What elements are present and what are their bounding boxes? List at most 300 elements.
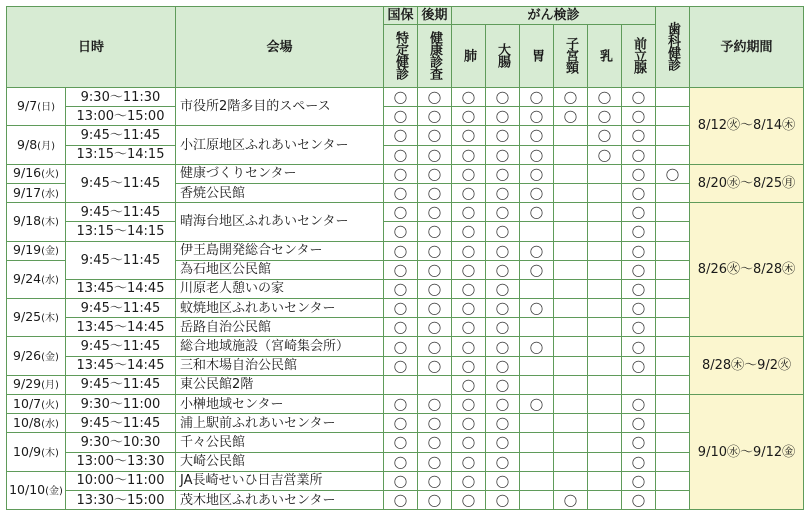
time-cell: 9:45～11:45 xyxy=(66,164,176,202)
venue-cell: 岳路自治公民館 xyxy=(176,318,384,337)
available-mark: ◯ xyxy=(622,337,656,356)
table-row xyxy=(7,145,804,164)
available-mark: ◯ xyxy=(384,299,418,318)
available-mark: ◯ xyxy=(554,107,588,126)
empty-cell xyxy=(554,164,588,183)
empty-cell xyxy=(588,375,622,394)
empty-cell xyxy=(656,299,690,318)
empty-cell xyxy=(588,337,622,356)
empty-cell xyxy=(554,356,588,375)
table-row xyxy=(7,395,804,414)
venue-cell: 晴海台地区ふれあいセンター xyxy=(176,203,384,241)
health-checkup-schedule-table xyxy=(6,6,804,510)
date-weekday: 月 xyxy=(45,380,56,392)
available-mark: ◯ xyxy=(486,260,520,279)
empty-cell xyxy=(520,356,554,375)
exam-label: 特定健診 xyxy=(393,30,408,79)
available-mark: ◯ xyxy=(452,356,486,375)
time-cell: 13:00～13:30 xyxy=(66,452,176,471)
reservation-period-cell: 8/20㊌～8/25㊊ xyxy=(690,164,804,202)
available-mark: ◯ xyxy=(384,126,418,145)
exam-header xyxy=(520,25,554,88)
empty-cell xyxy=(588,203,622,222)
exam-header xyxy=(622,25,656,88)
date-cell xyxy=(7,88,66,126)
paren: ( xyxy=(41,217,46,229)
empty-cell xyxy=(520,471,554,490)
available-mark: ◯ xyxy=(418,414,452,433)
date-cell xyxy=(7,241,66,260)
available-mark: ◯ xyxy=(520,260,554,279)
available-mark: ◯ xyxy=(452,164,486,183)
available-mark: ◯ xyxy=(418,433,452,452)
available-mark: ◯ xyxy=(384,183,418,202)
available-mark: ◯ xyxy=(384,203,418,222)
time-cell: 9:45～11:45 xyxy=(66,203,176,222)
available-mark: ◯ xyxy=(418,490,452,509)
time-cell: 9:45～11:45 xyxy=(66,126,176,145)
available-mark: ◯ xyxy=(622,299,656,318)
available-mark: ◯ xyxy=(384,88,418,107)
table-row xyxy=(7,414,804,433)
venue-cell: 大崎公民館 xyxy=(176,452,384,471)
available-mark: ◯ xyxy=(486,164,520,183)
available-mark: ◯ xyxy=(452,433,486,452)
paren: ) xyxy=(55,351,59,363)
date-cell xyxy=(7,260,66,298)
paren: ) xyxy=(55,418,59,430)
available-mark: ◯ xyxy=(486,375,520,394)
available-mark: ◯ xyxy=(452,414,486,433)
empty-cell xyxy=(554,452,588,471)
empty-cell xyxy=(384,375,418,394)
available-mark: ◯ xyxy=(622,318,656,337)
cancer-screening-header: がん検診 xyxy=(452,7,656,25)
empty-cell xyxy=(656,395,690,414)
available-mark: ◯ xyxy=(622,183,656,202)
reservation-period-cell: 8/26㊋～8/28㊍ xyxy=(690,203,804,337)
exam-label: 肺 xyxy=(461,48,476,61)
date-cell xyxy=(7,164,66,183)
exam-header xyxy=(418,25,452,88)
available-mark: ◯ xyxy=(622,145,656,164)
available-mark: ◯ xyxy=(452,145,486,164)
available-mark: ◯ xyxy=(418,318,452,337)
available-mark: ◯ xyxy=(452,183,486,202)
available-mark: ◯ xyxy=(520,88,554,107)
available-mark: ◯ xyxy=(384,490,418,509)
available-mark: ◯ xyxy=(384,107,418,126)
time-cell: 9:30～11:30 xyxy=(66,88,176,107)
date-weekday: 木 xyxy=(45,313,56,325)
empty-cell xyxy=(656,260,690,279)
venue-header: 会場 xyxy=(176,7,384,88)
empty-cell xyxy=(520,318,554,337)
empty-cell xyxy=(656,183,690,202)
exam-header xyxy=(554,25,588,88)
empty-cell xyxy=(520,490,554,509)
paren: ) xyxy=(55,380,59,392)
empty-cell xyxy=(554,260,588,279)
available-mark: ◯ xyxy=(384,452,418,471)
empty-cell xyxy=(656,88,690,107)
available-mark: ◯ xyxy=(520,203,554,222)
available-mark: ◯ xyxy=(520,107,554,126)
available-mark: ◯ xyxy=(486,490,520,509)
empty-cell xyxy=(554,203,588,222)
venue-cell: 茂木地区ふれあいセンター xyxy=(176,490,384,509)
empty-cell xyxy=(622,375,656,394)
empty-cell xyxy=(554,183,588,202)
available-mark: ◯ xyxy=(520,241,554,260)
kokuho-header: 国保 xyxy=(384,7,418,25)
available-mark: ◯ xyxy=(622,126,656,145)
time-cell: 13:15～14:15 xyxy=(66,145,176,164)
available-mark: ◯ xyxy=(452,299,486,318)
available-mark: ◯ xyxy=(486,126,520,145)
exam-label: 健康診査 xyxy=(427,30,442,79)
date-cell xyxy=(7,183,66,202)
empty-cell xyxy=(554,299,588,318)
empty-cell xyxy=(588,490,622,509)
exam-label: 前立腺 xyxy=(631,36,646,73)
venue-cell: 浦上駅前ふれあいセンター xyxy=(176,414,384,433)
exam-label: 胃 xyxy=(529,48,544,61)
date-day: 9/18 xyxy=(13,213,42,229)
date-day: 9/19 xyxy=(13,242,42,258)
available-mark: ◯ xyxy=(486,414,520,433)
empty-cell xyxy=(656,356,690,375)
empty-cell xyxy=(588,164,622,183)
reservation-period-cell: 8/28㊍～9/2㊋ xyxy=(690,337,804,395)
date-day: 9/7 xyxy=(17,98,38,114)
date-cell xyxy=(7,299,66,337)
available-mark: ◯ xyxy=(452,318,486,337)
table-row xyxy=(7,433,804,452)
available-mark: ◯ xyxy=(622,452,656,471)
available-mark: ◯ xyxy=(418,203,452,222)
available-mark: ◯ xyxy=(452,395,486,414)
date-day: 10/8 xyxy=(13,414,42,430)
date-day: 10/7 xyxy=(13,395,42,411)
available-mark: ◯ xyxy=(622,260,656,279)
available-mark: ◯ xyxy=(452,88,486,107)
available-mark: ◯ xyxy=(418,241,452,260)
paren: ) xyxy=(59,485,63,497)
available-mark: ◯ xyxy=(622,203,656,222)
time-cell: 9:45～11:45 xyxy=(66,299,176,318)
exam-label: 大腸 xyxy=(495,42,510,67)
time-cell: 9:45～11:45 xyxy=(66,241,176,279)
venue-cell: 三和木場自治公民館 xyxy=(176,356,384,375)
paren: ( xyxy=(41,418,46,430)
reservation-period-cell: 8/12㊋～8/14㊍ xyxy=(690,88,804,165)
empty-cell xyxy=(588,318,622,337)
empty-cell xyxy=(588,452,622,471)
available-mark: ◯ xyxy=(452,260,486,279)
empty-cell xyxy=(656,433,690,452)
empty-cell xyxy=(656,471,690,490)
table-row xyxy=(7,490,804,509)
date-weekday: 火 xyxy=(45,169,56,181)
available-mark: ◯ xyxy=(384,260,418,279)
empty-cell xyxy=(656,337,690,356)
available-mark: ◯ xyxy=(418,395,452,414)
available-mark: ◯ xyxy=(486,356,520,375)
available-mark: ◯ xyxy=(622,414,656,433)
available-mark: ◯ xyxy=(520,395,554,414)
empty-cell xyxy=(554,279,588,298)
venue-cell: 伊王島開発総合センター xyxy=(176,241,384,260)
time-cell: 13:45～14:45 xyxy=(66,356,176,375)
date-weekday: 水 xyxy=(45,188,56,200)
empty-cell xyxy=(588,299,622,318)
exam-header xyxy=(452,25,486,88)
empty-cell xyxy=(588,279,622,298)
available-mark: ◯ xyxy=(486,183,520,202)
date-day: 9/24 xyxy=(13,270,42,286)
available-mark: ◯ xyxy=(622,107,656,126)
available-mark: ◯ xyxy=(384,241,418,260)
table-row xyxy=(7,471,804,490)
available-mark: ◯ xyxy=(486,279,520,298)
available-mark: ◯ xyxy=(418,107,452,126)
empty-cell xyxy=(656,375,690,394)
available-mark: ◯ xyxy=(452,222,486,241)
paren: ( xyxy=(37,140,42,152)
available-mark: ◯ xyxy=(418,88,452,107)
table-row xyxy=(7,279,804,298)
available-mark: ◯ xyxy=(486,88,520,107)
available-mark: ◯ xyxy=(418,471,452,490)
empty-cell xyxy=(520,414,554,433)
date-cell xyxy=(7,337,66,375)
available-mark: ◯ xyxy=(486,145,520,164)
available-mark: ◯ xyxy=(418,279,452,298)
time-cell: 13:15～14:15 xyxy=(66,222,176,241)
available-mark: ◯ xyxy=(384,318,418,337)
empty-cell xyxy=(656,203,690,222)
paren: ) xyxy=(55,169,59,181)
available-mark: ◯ xyxy=(622,356,656,375)
empty-cell xyxy=(588,433,622,452)
date-cell xyxy=(7,433,66,471)
available-mark: ◯ xyxy=(384,395,418,414)
available-mark: ◯ xyxy=(486,299,520,318)
venue-cell: 蚊焼地区ふれあいセンター xyxy=(176,299,384,318)
available-mark: ◯ xyxy=(452,471,486,490)
available-mark: ◯ xyxy=(384,337,418,356)
exam-header xyxy=(588,25,622,88)
empty-cell xyxy=(554,433,588,452)
available-mark: ◯ xyxy=(486,433,520,452)
empty-cell xyxy=(656,107,690,126)
time-cell: 13:45～14:45 xyxy=(66,279,176,298)
reservation-header: 予約期間 xyxy=(690,7,804,88)
available-mark: ◯ xyxy=(486,452,520,471)
exam-header xyxy=(486,25,520,88)
table-row xyxy=(7,107,804,126)
date-cell xyxy=(7,471,66,509)
available-mark: ◯ xyxy=(622,471,656,490)
paren: ( xyxy=(45,485,50,497)
date-weekday: 木 xyxy=(45,447,56,459)
empty-cell xyxy=(554,241,588,260)
venue-cell: 市役所2階多目的スペース xyxy=(176,88,384,126)
available-mark: ◯ xyxy=(486,203,520,222)
available-mark: ◯ xyxy=(588,88,622,107)
empty-cell xyxy=(520,375,554,394)
empty-cell xyxy=(554,337,588,356)
time-cell: 9:45～11:45 xyxy=(66,337,176,356)
date-day: 9/29 xyxy=(13,376,42,392)
empty-cell xyxy=(656,241,690,260)
paren: ( xyxy=(41,313,46,325)
empty-cell xyxy=(656,414,690,433)
exam-header xyxy=(384,25,418,88)
available-mark: ◯ xyxy=(622,241,656,260)
available-mark: ◯ xyxy=(554,88,588,107)
exam-label: 子宮頸 xyxy=(563,36,578,73)
available-mark: ◯ xyxy=(554,490,588,509)
available-mark: ◯ xyxy=(452,107,486,126)
date-day: 9/26 xyxy=(13,347,42,363)
schedule-body xyxy=(7,88,804,510)
date-cell xyxy=(7,126,66,164)
available-mark: ◯ xyxy=(452,375,486,394)
date-weekday: 金 xyxy=(49,485,60,497)
available-mark: ◯ xyxy=(452,126,486,145)
available-mark: ◯ xyxy=(452,241,486,260)
paren: ) xyxy=(55,447,59,459)
venue-cell: 為石地区公民館 xyxy=(176,260,384,279)
paren: ( xyxy=(41,246,46,258)
empty-cell xyxy=(656,279,690,298)
available-mark: ◯ xyxy=(622,88,656,107)
date-weekday: 水 xyxy=(45,418,56,430)
table-row xyxy=(7,452,804,471)
date-weekday: 水 xyxy=(45,274,56,286)
time-cell: 9:45～11:45 xyxy=(66,414,176,433)
table-row xyxy=(7,337,804,356)
date-weekday: 木 xyxy=(45,217,56,229)
paren: ) xyxy=(55,274,59,286)
time-cell: 10:00～11:00 xyxy=(66,471,176,490)
empty-cell xyxy=(588,414,622,433)
table-row xyxy=(7,126,804,145)
paren: ) xyxy=(55,217,59,229)
empty-cell xyxy=(588,471,622,490)
available-mark: ◯ xyxy=(418,337,452,356)
date-day: 9/8 xyxy=(17,136,38,152)
paren: ( xyxy=(37,102,42,114)
empty-cell xyxy=(554,395,588,414)
available-mark: ◯ xyxy=(486,337,520,356)
empty-cell xyxy=(588,222,622,241)
available-mark: ◯ xyxy=(384,164,418,183)
paren: ( xyxy=(41,351,46,363)
empty-cell xyxy=(520,222,554,241)
venue-cell: 小江原地区ふれあいセンター xyxy=(176,126,384,164)
available-mark: ◯ xyxy=(486,107,520,126)
time-cell: 9:30～11:00 xyxy=(66,395,176,414)
available-mark: ◯ xyxy=(520,183,554,202)
paren: ( xyxy=(41,188,46,200)
available-mark: ◯ xyxy=(520,164,554,183)
date-cell xyxy=(7,414,66,433)
venue-cell: JA長崎せいひ日吉営業所 xyxy=(176,471,384,490)
available-mark: ◯ xyxy=(622,164,656,183)
paren: ( xyxy=(41,169,46,181)
available-mark: ◯ xyxy=(486,241,520,260)
venue-cell: 健康づくりセンター xyxy=(176,164,384,183)
table-row xyxy=(7,356,804,375)
available-mark: ◯ xyxy=(418,299,452,318)
available-mark: ◯ xyxy=(520,337,554,356)
available-mark: ◯ xyxy=(418,145,452,164)
available-mark: ◯ xyxy=(418,183,452,202)
venue-cell: 総合地域施設（宮崎集会所） xyxy=(176,337,384,356)
available-mark: ◯ xyxy=(384,433,418,452)
available-mark: ◯ xyxy=(520,145,554,164)
empty-cell xyxy=(520,279,554,298)
venue-cell: 香焼公民館 xyxy=(176,183,384,202)
available-mark: ◯ xyxy=(588,126,622,145)
date-day: 10/9 xyxy=(13,443,42,459)
table-row xyxy=(7,203,804,222)
available-mark: ◯ xyxy=(486,318,520,337)
paren: ( xyxy=(41,447,46,459)
empty-cell xyxy=(554,375,588,394)
available-mark: ◯ xyxy=(418,260,452,279)
empty-cell xyxy=(588,395,622,414)
venue-cell: 千々公民館 xyxy=(176,433,384,452)
available-mark: ◯ xyxy=(452,337,486,356)
date-day: 9/25 xyxy=(13,309,42,325)
available-mark: ◯ xyxy=(384,471,418,490)
paren: ( xyxy=(41,399,46,411)
available-mark: ◯ xyxy=(452,452,486,471)
time-cell: 13:00～15:00 xyxy=(66,107,176,126)
table-row xyxy=(7,241,804,260)
available-mark: ◯ xyxy=(486,471,520,490)
date-weekday: 月 xyxy=(41,140,52,152)
available-mark: ◯ xyxy=(418,356,452,375)
venue-cell: 川原老人憩いの家 xyxy=(176,279,384,298)
available-mark: ◯ xyxy=(622,433,656,452)
empty-cell xyxy=(554,414,588,433)
date-cell xyxy=(7,395,66,414)
time-cell: 9:30～10:30 xyxy=(66,433,176,452)
table-row xyxy=(7,164,804,183)
available-mark: ◯ xyxy=(418,126,452,145)
empty-cell xyxy=(554,126,588,145)
available-mark: ◯ xyxy=(656,164,690,183)
available-mark: ◯ xyxy=(588,145,622,164)
available-mark: ◯ xyxy=(384,145,418,164)
empty-cell xyxy=(418,375,452,394)
date-header: 日時 xyxy=(7,7,176,88)
empty-cell xyxy=(520,452,554,471)
empty-cell xyxy=(554,318,588,337)
date-weekday: 日 xyxy=(41,102,52,114)
available-mark: ◯ xyxy=(418,452,452,471)
venue-cell: 東公民館2階 xyxy=(176,375,384,394)
empty-cell xyxy=(656,126,690,145)
paren: ) xyxy=(51,140,55,152)
available-mark: ◯ xyxy=(384,414,418,433)
table-row xyxy=(7,375,804,394)
